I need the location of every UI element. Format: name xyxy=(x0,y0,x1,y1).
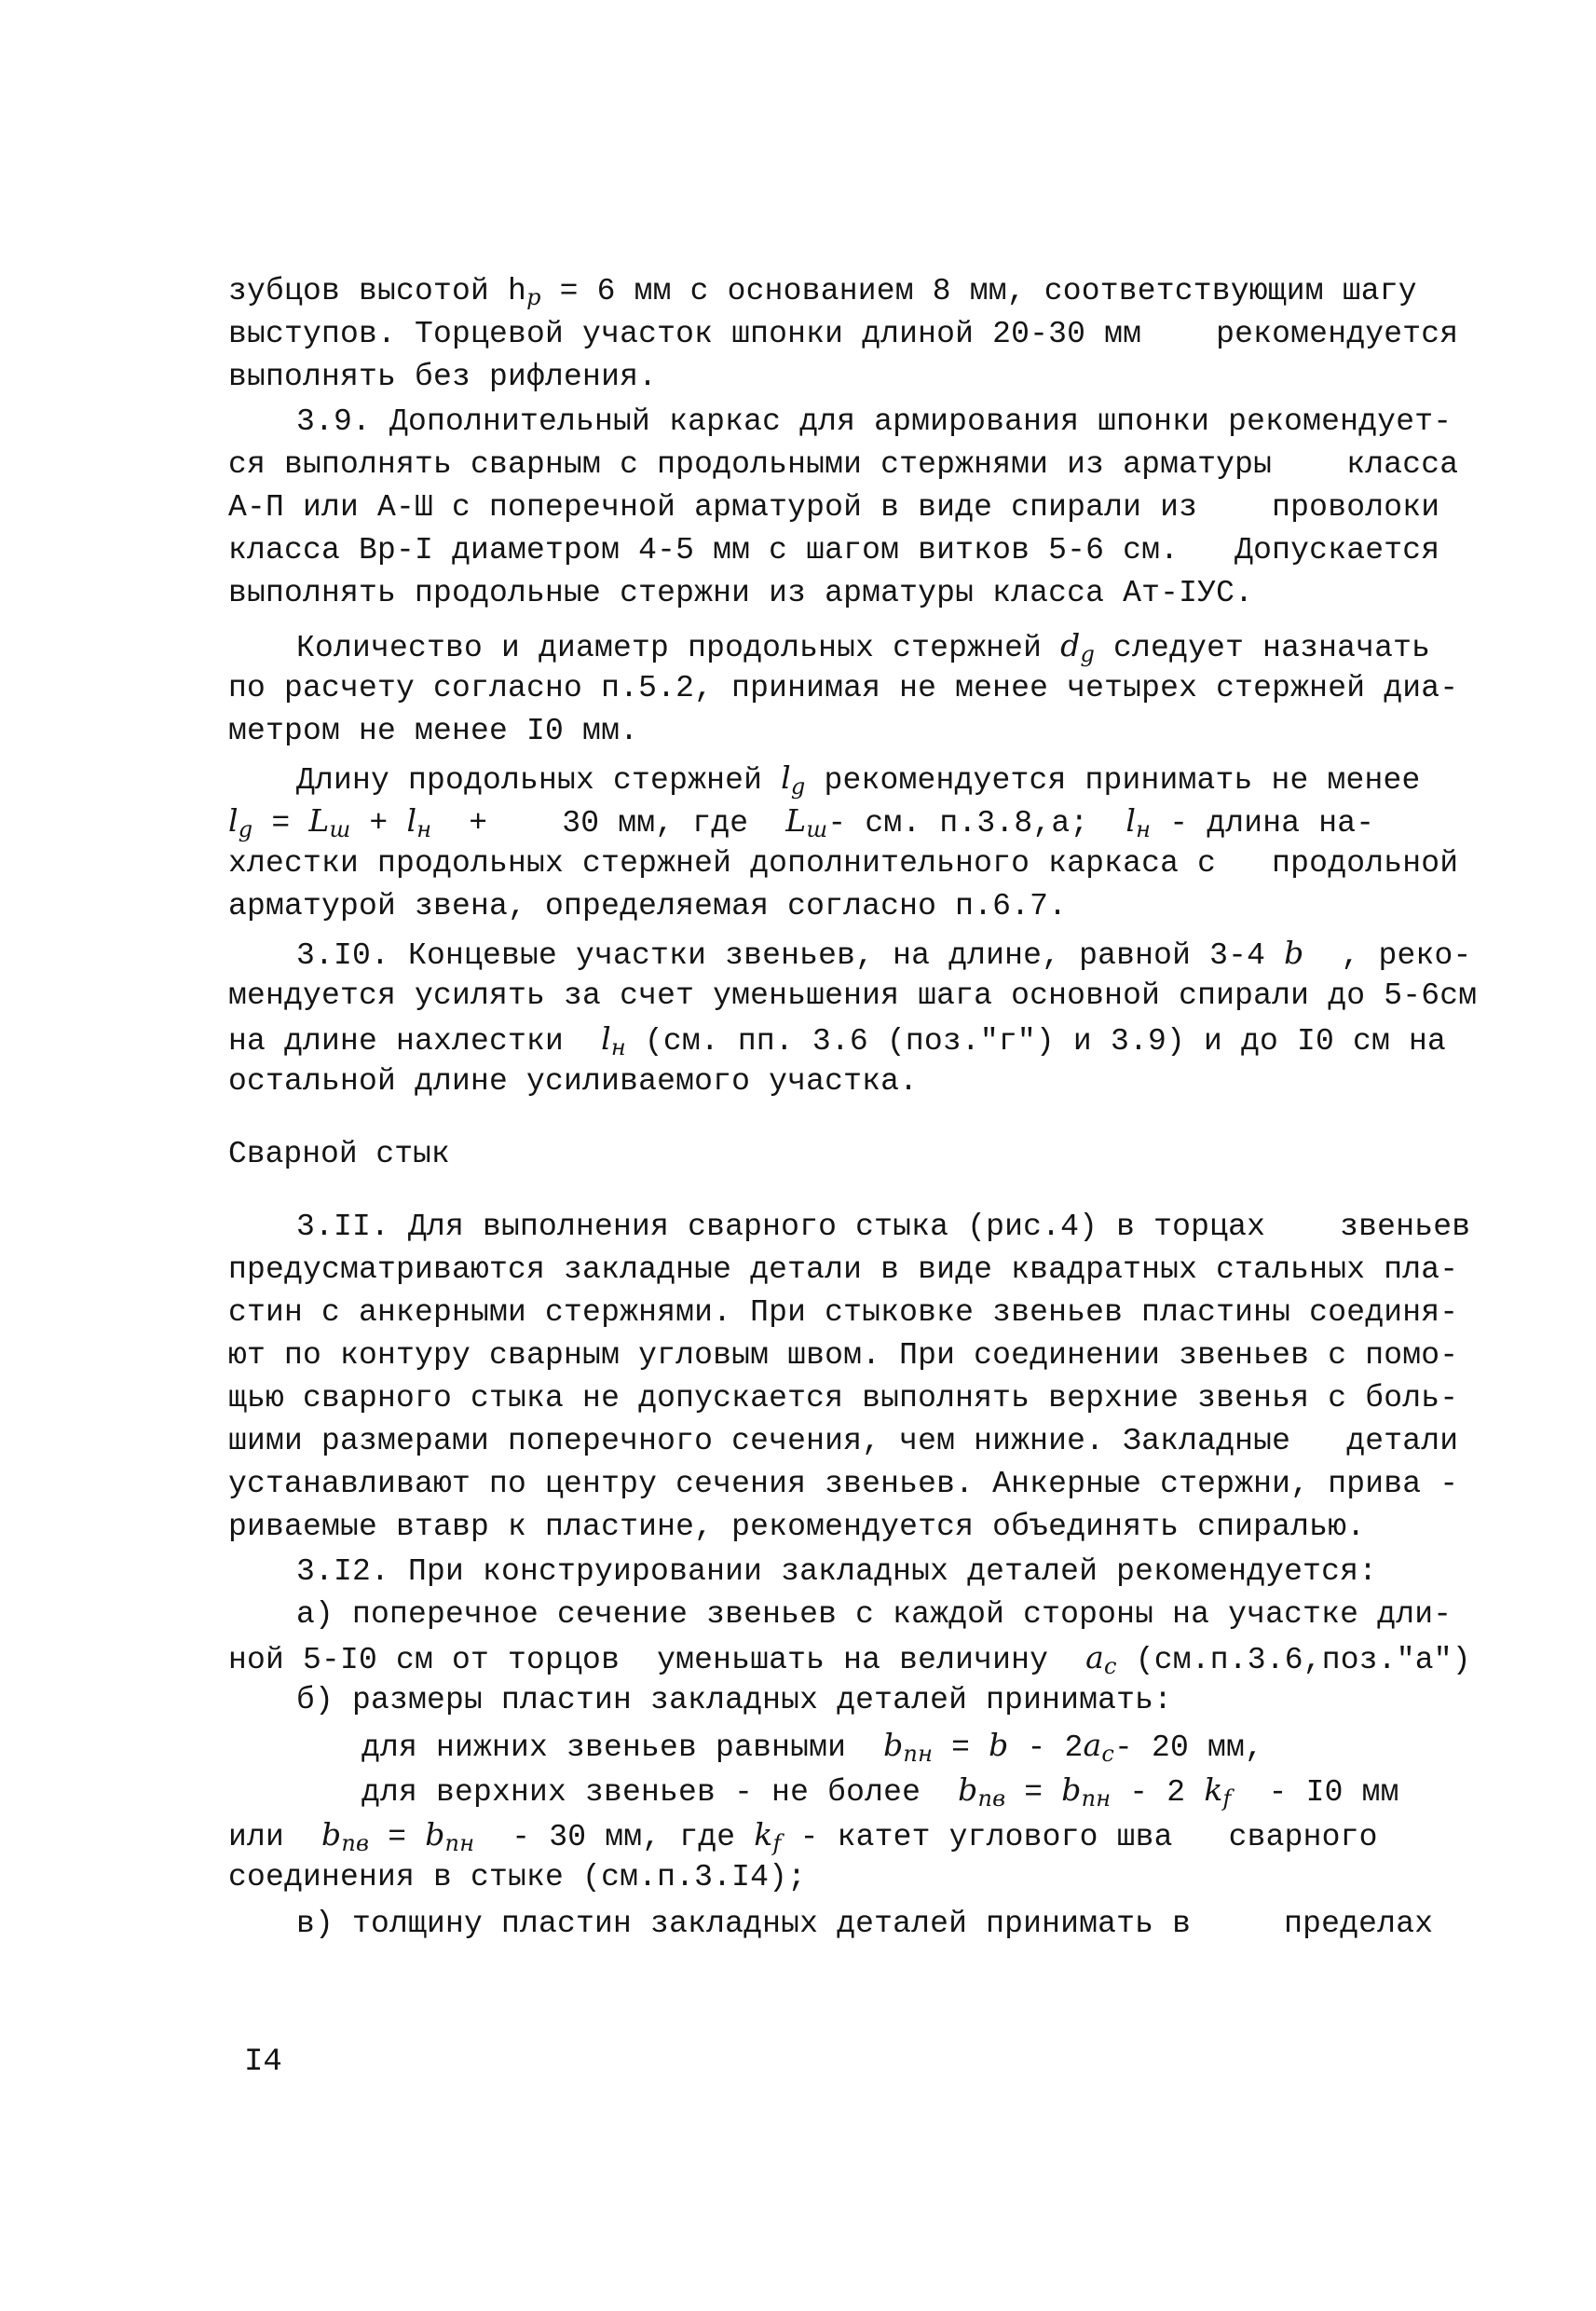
text-line: по расчету согласно п.5.2, принимая не менее четырех стержней диа- xyxy=(228,671,1459,705)
text-line: Количество и диаметр продольных стержней $d_g$ следует назначать xyxy=(296,627,1431,667)
text-line: шими размерами поперечного сечения, чем нижние. Закладные детали xyxy=(228,1424,1459,1458)
text-line: хлестки продольных стержней дополнительного каркаса с продольной xyxy=(228,846,1459,881)
text-line: на длине нахлестки $l_н$ (см. пп. 3.6 (поз."г") и 3.9) и до I0 см на xyxy=(228,1020,1447,1060)
text-line: выполнять без рифления. xyxy=(228,360,658,394)
page-number: I4 xyxy=(244,2044,282,2080)
paragraph-3-9-start: 3.9. Дополнительный каркас для армирования шпонки рекомендует- xyxy=(296,404,1453,439)
text-line: зубцов высотой $h_р = 6$ мм с основанием 8 мм, соответствующим шагу xyxy=(228,274,1417,310)
text-line: предусматриваются закладные детали в виде квадратных стальных пла- xyxy=(228,1252,1459,1287)
paragraph-3-12-start: 3.I2. При конструировании закладных деталей рекомендуется: xyxy=(296,1554,1378,1589)
text-line: А-П или А-Ш с поперечной арматурой в виде спирали из проволоки xyxy=(228,490,1440,525)
text-line: соединения в стыке (см.п.3.I4); xyxy=(228,1860,807,1894)
formula-line: для нижних звеньев равными $b_{пн} = b - 2a_c-$ 20 мм, xyxy=(361,1727,1264,1767)
text-line: ют по контуру сварным угловым швом. При соединении звеньев с помо- xyxy=(228,1338,1459,1373)
text-line: ной 5-I0 см от торцов уменьшать на величину $a_c$ (см.п.3.6,поз."а") xyxy=(228,1639,1471,1679)
text-line: Длину продольных стержней $l_g$ рекомендуется принимать не менее xyxy=(296,759,1421,800)
paragraph-3-11-start: 3.II. Для выполнения сварного стыка (рис.4) в торцах звеньев xyxy=(296,1210,1471,1244)
formula-line: $l_g = L_ш + l_н$ + 30 мм, где $L_ш-$ см. п.3.8,а; $l_н$ - длина на- xyxy=(228,802,1375,842)
text-line: мендуется усилять за счет уменьшения шага основной спирали до 5-6см xyxy=(228,978,1478,1013)
text-line: устанавливают по центру сечения звеньев. Анкерные стержни, прива - xyxy=(228,1467,1459,1501)
text-line: ся выполнять сварным с продольными стержнями из арматуры класса xyxy=(228,447,1459,482)
text-line: выступов. Торцевой участок шпонки длиной 20-30 мм рекомендуется xyxy=(228,317,1459,351)
text-line: риваемые втавр к пластине, рекомендуется объединять спиралью. xyxy=(228,1510,1366,1544)
list-item-b: б) размеры пластин закладных деталей принимать: xyxy=(296,1683,1173,1717)
text-line: стин с анкерными стержнями. При стыковке звеньев пластины соединя- xyxy=(228,1295,1459,1330)
text-line: класса Вр-I диаметром 4-5 мм с шагом витков 5-6 см. Допускается xyxy=(228,533,1440,567)
paragraph-3-10-start: 3.I0. Концевые участки звеньев, на длине, равной 3-4 b , реко- xyxy=(296,935,1472,973)
section-heading: Сварной стык xyxy=(228,1137,450,1171)
formula-line: для верхних звеньев - не более $b_{пв} = b_{пн} - 2$ $k_f - I0$ мм xyxy=(361,1771,1399,1812)
list-item-c: в) толщину пластин закладных деталей принимать в пределах xyxy=(296,1907,1434,1941)
formula-line: или $b_{пв} = b_{пн} - 30$ мм, где $k_f$ - катет углового шва сварного xyxy=(228,1816,1378,1856)
text-line: арматурой звена, определяемая согласно п.6.7. xyxy=(228,889,1068,923)
list-item-a: а) поперечное сечение звеньев с каждой стороны на участке дли- xyxy=(296,1597,1453,1632)
text-line: щью сварного стыка не допускается выполнять верхние звенья с боль- xyxy=(228,1381,1459,1415)
text-line: остальной длине усиливаемого участка. xyxy=(228,1064,919,1099)
text-line: выполнять продольные стержни из арматуры класса Ат-IУС. xyxy=(228,576,1254,610)
text-line: метром не менее I0 мм. xyxy=(228,714,639,748)
